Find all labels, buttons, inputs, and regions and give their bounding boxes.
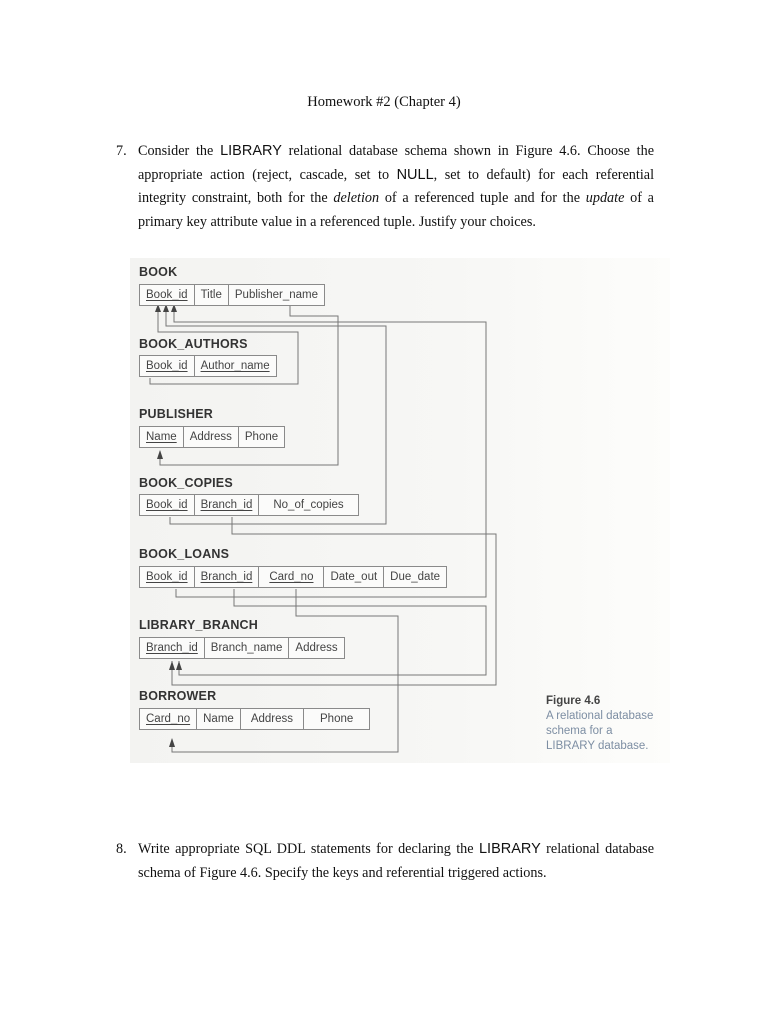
figure-caption — [546, 694, 653, 754]
table-row-borrower — [139, 708, 370, 730]
table-name-publisher: PUBLISHER — [139, 407, 214, 421]
arrow-head — [169, 661, 175, 670]
column-book-id: Book_id — [140, 495, 195, 515]
text-run: Consider the — [138, 143, 221, 159]
column-card-no: Card_no — [140, 709, 197, 729]
text-run: Write appropriate SQL DDL statements for declaring the — [138, 841, 479, 857]
column-branch-id: Branch_id — [195, 495, 260, 515]
column-no-of-copies: No_of_copies — [273, 499, 344, 511]
table-row-book-authors — [139, 355, 277, 377]
column-branch-id: Branch_id — [195, 567, 260, 587]
emphasized-text: deletion — [333, 190, 380, 206]
table-name-book-authors: BOOK_AUTHORS — [139, 337, 248, 351]
table-row-publisher — [139, 426, 285, 448]
column-publisher-name: Publisher_name — [234, 289, 318, 301]
column-book-id: Book_id — [140, 356, 195, 376]
fk-line-loans-branch — [179, 589, 486, 675]
figure-caption-line: LIBRARY database. — [546, 740, 649, 752]
figure-caption-number: Figure 4.6 — [546, 695, 601, 707]
text-run: relational database schema of Figure 4.6. Specify the keys and referential triggered actions. — [138, 841, 654, 881]
table-name-borrower: BORROWER — [139, 689, 217, 703]
table-name-book-copies: BOOK_COPIES — [139, 476, 233, 490]
arrow-head — [176, 661, 182, 670]
page-title: Homework #2 (Chapter 4) — [307, 94, 461, 110]
table-name-book: BOOK — [139, 265, 178, 279]
column-address: Address — [295, 642, 338, 654]
text-run: relational database schema shown in Figure 4.6. Choose the appropriate action (reject, cascade, set to — [138, 143, 654, 183]
column-date-out: Date_out — [324, 567, 384, 587]
table-row-book-loans — [139, 566, 447, 588]
text-run: , set to default) for each referential integrity constraint, both for the — [138, 166, 655, 206]
column-book-id: Book_id — [140, 285, 195, 305]
table-row-book-copies — [139, 494, 359, 516]
figure-caption-line: schema for a — [546, 725, 613, 737]
table-row-book — [139, 284, 325, 306]
table-name-book-loans: BOOK_LOANS — [139, 547, 230, 561]
table-row-library-branch — [139, 637, 345, 659]
arrow-head — [157, 450, 163, 459]
column-author-name: Author_name — [200, 360, 270, 372]
fk-line-copies-branch-a — [232, 517, 486, 534]
figure-caption-line: A relational database — [546, 710, 654, 722]
column-card-no: Card_no — [259, 567, 324, 587]
question-number: 8. — [116, 841, 127, 857]
column-due-date: Due_date — [390, 571, 441, 583]
schema-term: LIBRARY — [220, 143, 282, 159]
question-text — [138, 838, 654, 885]
column-name: Name — [197, 709, 241, 729]
column-name: Name — [140, 427, 184, 447]
column-address: Address — [184, 427, 239, 447]
text-run: of a primary key attribute value in a referenced tuple. Justify your choices. — [138, 190, 654, 230]
table-name-library-branch: LIBRARY_BRANCH — [139, 618, 259, 632]
column-title: Title — [195, 285, 229, 305]
emphasized-text: update — [585, 190, 625, 206]
column-branch-id: Branch_id — [140, 638, 205, 658]
column-address: Address — [241, 709, 304, 729]
schema-term: NULL — [396, 166, 434, 183]
column-phone: Phone — [244, 431, 279, 443]
schema-term: LIBRARY — [478, 841, 541, 857]
column-branch-name: Branch_name — [205, 638, 290, 658]
question-8 — [116, 838, 654, 885]
column-book-id: Book_id — [140, 567, 195, 587]
question-number: 7. — [116, 143, 127, 159]
text-run: of a referenced tuple and for the — [379, 190, 586, 206]
arrow-head — [169, 738, 175, 747]
column-phone: Phone — [320, 713, 354, 725]
